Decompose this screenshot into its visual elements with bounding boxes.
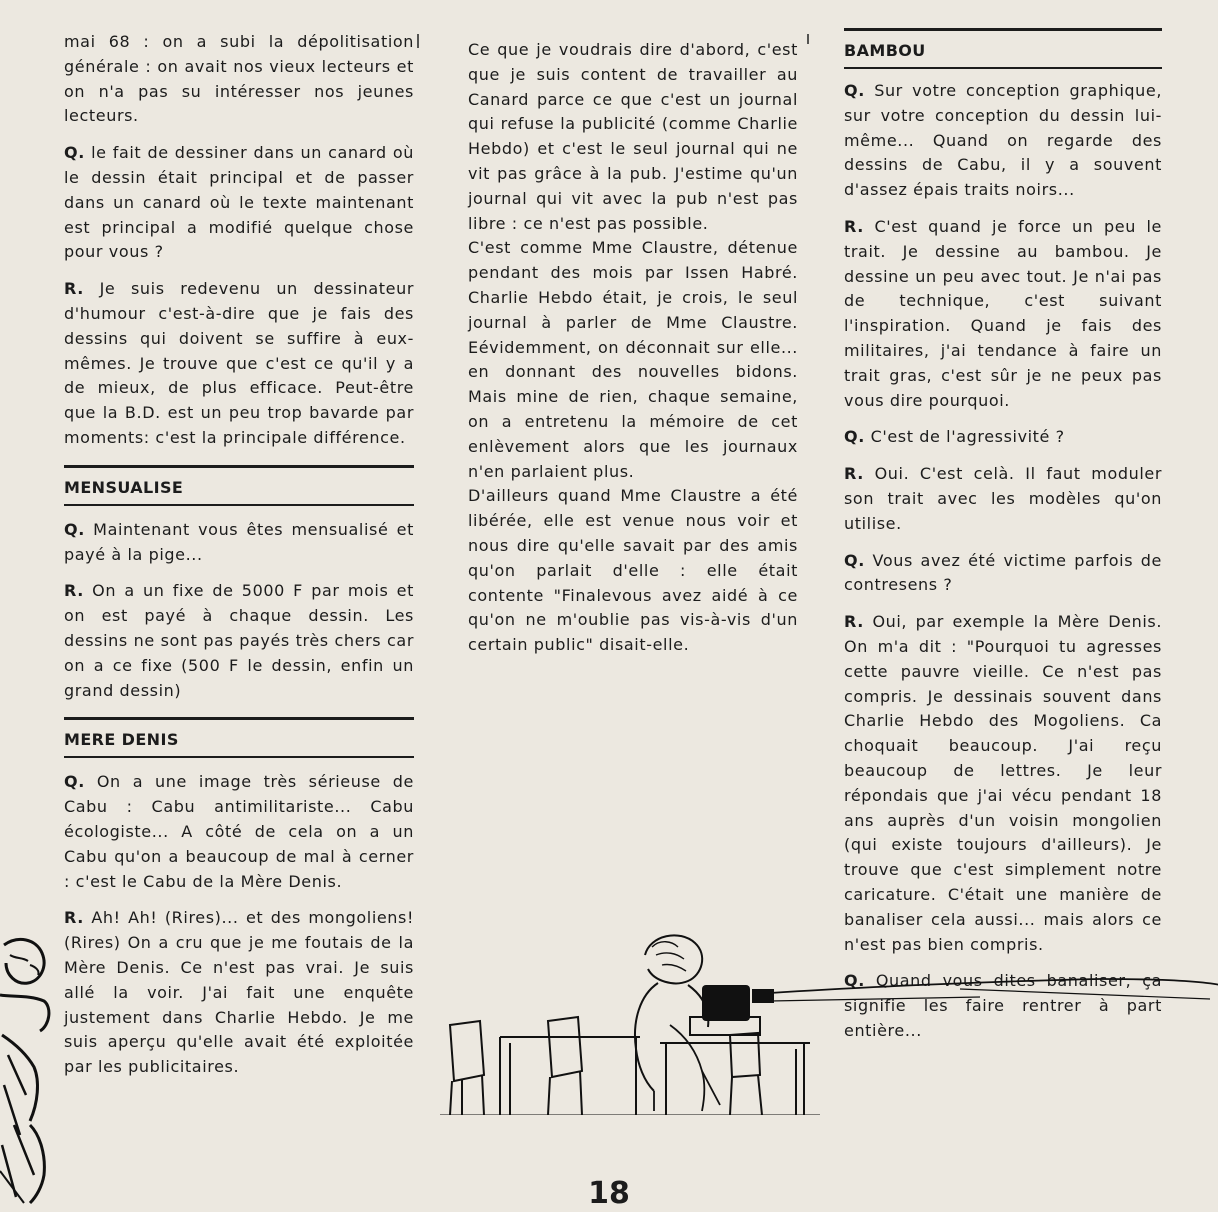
question-label: Q. xyxy=(844,427,865,447)
question-label: Q. xyxy=(64,772,85,792)
question-text: Quand vous dites banaliser, ça signifie les faire rentrer à part entière... xyxy=(844,971,1163,1040)
answer-text: Oui. C'est celà. Il faut moduler son trait avec les modèles qu'on utilise. xyxy=(844,464,1163,533)
answer-moduler xyxy=(844,462,1162,536)
answer-text: Ah! Ah! (Rires)... et des mongoliens! (Rires) On a cru que je me foutais de la Mère Denis. Ce n'est pas vrai. Je suis allé la voir. J'ai fait une enquête justement dans Charlie Hebdo. Je me suis aperçu qu'elle avait été exploitée par les publicitaires. xyxy=(64,908,415,1077)
question-contresens xyxy=(844,549,1162,599)
question-label: Q. xyxy=(844,550,865,570)
answer-label: R. xyxy=(844,612,864,632)
section-rule-bottom xyxy=(64,504,414,506)
answer-text: C'est quand je force un peu le trait. Je dessine au bambou. Je dessine un peu avec tout. Je n'ai pas de technique, c'est suivant l'inspiration. Quand je fais des militaires, j'ai tendance à faire un trait gras, c'est sûr je ne peux pas vous dire pourquoi. xyxy=(844,216,1163,410)
column-left xyxy=(64,30,414,1092)
typewriter-illustration xyxy=(440,925,1218,1115)
question-image-cabu xyxy=(64,770,414,894)
section-rule-bottom xyxy=(64,756,414,758)
question-text: Maintenant vous êtes mensualisé et payé à la pige... xyxy=(64,519,414,564)
paragraph-liberee: D'ailleurs quand Mme Claustre a été libérée, elle est venue nous voir et nous dire qu'elle savait par des amis qu'on parlait d'elle : elle était contente "Finalevous avez aidé à ce qu'on ne m'oublie pas vis-à-vis d'un certain public" disait-elle. xyxy=(468,486,798,655)
caricature-figure-illustration xyxy=(0,935,60,1205)
answer-fixe xyxy=(64,579,414,703)
page-number: 18 xyxy=(588,1176,630,1211)
answer-dessinateur-humour xyxy=(64,277,414,451)
answer-text: Je suis redevenu un dessinateur d'humour c'est-à-dire que je fais des dessins qui doivent se suffire à eux-mêmes. Je trouve que c'est ce qu'il y a de mieux, de plus efficace. Peut-être que la B.D. est un peu trop bavarde par moments: c'est la principale différence. xyxy=(64,279,415,447)
section-rule-bottom xyxy=(844,67,1162,69)
answer-bambou xyxy=(844,215,1162,413)
answer-text: Oui, par exemple la Mère Denis. On m'a dit : "Pourquoi tu agresses cette pauvre vieille. Ce n'est pas compris. Je dessinais souvent dans Charlie Hebdo des Mogoliens. Ca choquait beaucoup. J'ai reçu beaucoup de lettres. Je leur répondais que j'ai vécu pendant 18 ans auprès d'un voisin mongolien (qui existe toujours d'ailleurs). Je trouve que c'est simplement notre caricature. C'était une manière de banaliser cela aussi... mais alors ce n'est pas bien compris. xyxy=(844,612,1163,954)
question-text: Sur votre conception graphique, sur votre conception du dessin lui-même... Quand on regarde des dessins de Cabu, il y a souvent d'assez épais traits noirs... xyxy=(844,81,1163,200)
paragraph-canard: Ce que je voudrais dire d'abord, c'est que je suis content de travailler au Canard parce ce que c'est un journal qui refuse la publicité (comme Charlie Hebdo) et c'est le seul journal qui ne vit pas grâce à la pub. J'estime qu'un journal qui vit avec la pub n'est pas libre : ce n'est pas possible. xyxy=(468,40,798,233)
question-text: C'est de l'agressivité ? xyxy=(870,427,1065,447)
question-text: le fait de dessiner dans un canard où le dessin était principal et de passer dans un canard où le texte maintenant est principal a modifié quelque chose pour vous ? xyxy=(64,143,415,262)
answer-mere-denis xyxy=(64,906,414,1080)
question-agressivite xyxy=(844,425,1162,450)
answer-mongoliens xyxy=(844,610,1162,957)
question-conception xyxy=(844,79,1162,203)
answer-label: R. xyxy=(64,279,84,299)
question-mensualise xyxy=(64,518,414,568)
question-dessin-texte xyxy=(64,141,414,265)
section-rule-top xyxy=(64,717,414,720)
paragraph-claustre: C'est comme Mme Claustre, détenue pendant des mois par Issen Habré. Charlie Hebdo était, je crois, le seul journal à parler de Mme Claustre. Eévidemment, on déconnait sur elle... en donnant des nouvelles bidons. Mais mine de rien, chaque semaine, on a entretenu la mémoire de cet enlèvement alors que les journaux n'en parlaient plus. xyxy=(468,238,798,481)
answer-label: R. xyxy=(64,908,84,928)
heading-mere-denis: MERE DENIS xyxy=(64,730,179,750)
heading-bambou: BAMBOU xyxy=(844,41,926,60)
question-label: Q. xyxy=(844,971,865,991)
answer-label: R. xyxy=(844,216,864,236)
question-text: Vous avez été victime parfois de contresens ? xyxy=(844,550,1163,595)
question-label: Q. xyxy=(64,519,85,539)
answer-label: R. xyxy=(844,464,864,484)
column-middle xyxy=(468,38,798,658)
question-text: On a une image très sérieuse de Cabu : Cabu antimilitariste... Cabu écologiste... A côté de cela on a un Cabu qu'on a beaucoup de mal à cerner : c'est le Cabu de la Mère Denis. xyxy=(64,772,414,891)
answer-text: On a un fixe de 5000 F par mois et on est payé à chaque dessin. Les dessins ne sont pas payés très chers car on a ce fixe (500 F le dessin, enfin un grand dessin) xyxy=(64,581,414,700)
column-divider-marks xyxy=(0,0,1218,60)
heading-mensualise: MENSUALISE xyxy=(64,477,184,497)
column-right xyxy=(844,28,1162,1056)
question-label: Q. xyxy=(844,81,865,100)
paragraph-intro: mai 68 : on a subi la dépolitisation générale : on avait nos vieux lecteurs et on n'a pas su intéresser nos jeunes lecteurs. xyxy=(64,32,414,126)
question-label: Q. xyxy=(64,143,85,163)
answer-label: R. xyxy=(64,581,84,601)
section-rule-top xyxy=(64,465,414,468)
